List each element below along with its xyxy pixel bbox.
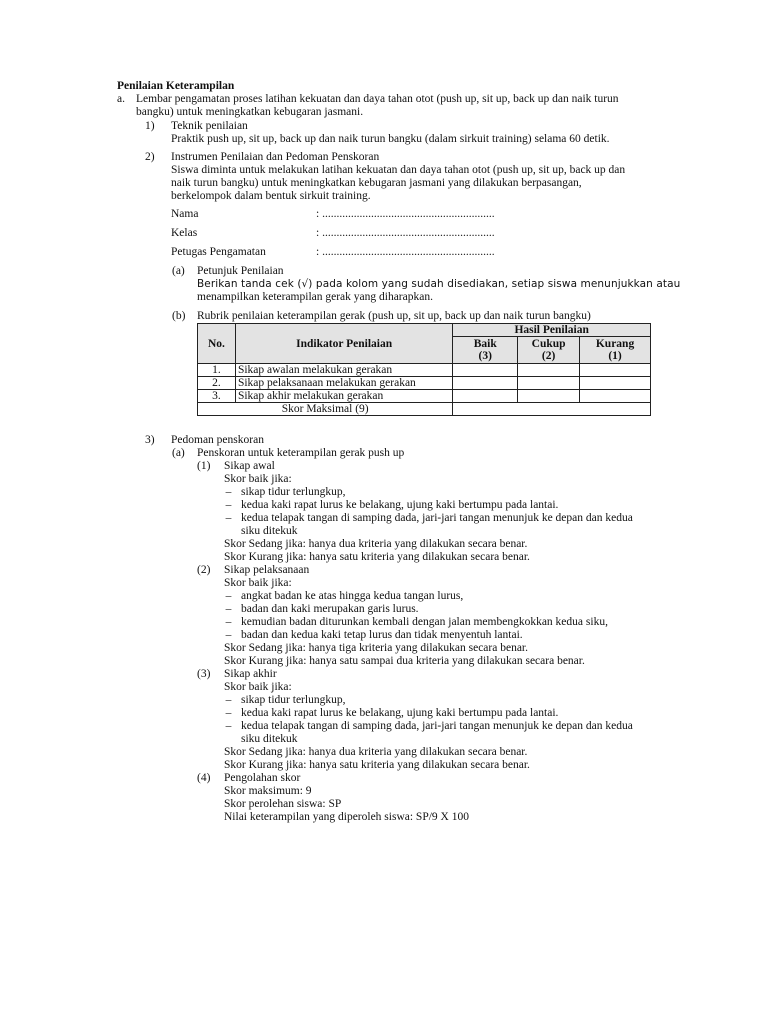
bullet-dash: – bbox=[225, 720, 232, 732]
list-item: badan dan kaki merupakan garis lurus. bbox=[241, 603, 419, 615]
check-cell-baik[interactable] bbox=[453, 390, 518, 403]
list-item: kedua kaki rapat lurus ke belakang, ujung kaki bertumpu pada lantai. bbox=[241, 707, 559, 719]
item-a-marker: a. bbox=[117, 93, 125, 105]
bullet-dash: – bbox=[225, 629, 232, 641]
subsection-b-title: Rubrik penilaian keterampilan gerak (push up, sit up, back up dan naik turun bangku) bbox=[197, 310, 591, 322]
point-1-low: Skor Kurang jika: hanya satu kriteria yang dilakukan secara benar. bbox=[224, 551, 530, 563]
bullet-dash: – bbox=[225, 707, 232, 719]
bullet-dash: – bbox=[225, 616, 232, 628]
point-2-good: Skor baik jika: bbox=[224, 577, 292, 589]
section-2-line3: berkelompok dalam bentuk sirkuit training. bbox=[171, 190, 371, 202]
field-name-label: Nama bbox=[171, 208, 199, 220]
field-class-value[interactable]: : ............................................................ bbox=[316, 227, 495, 239]
point-4-title: Pengolahan skor bbox=[224, 772, 301, 784]
check-cell-baik[interactable] bbox=[453, 364, 518, 377]
point-3-medium: Skor Sedang jika: hanya dua kriteria yang dilakukan secara benar. bbox=[224, 746, 528, 758]
bullet-dash: – bbox=[225, 486, 232, 498]
point-2-low: Skor Kurang jika: hanya satu sampai dua kriteria yang dilakukan secara benar. bbox=[224, 655, 585, 667]
point-1-title: Sikap awal bbox=[224, 460, 275, 472]
point-1-good: Skor baik jika: bbox=[224, 473, 292, 485]
list-item: sikap tidur terlungkup, bbox=[241, 694, 346, 706]
bullet-dash: – bbox=[225, 512, 232, 524]
field-observer-value[interactable]: : ............................................................ bbox=[316, 246, 495, 258]
skill-grade-formula: Nilai keterampilan yang diperoleh siswa: SP/9 X 100 bbox=[224, 811, 469, 823]
check-cell-kurang[interactable] bbox=[580, 390, 651, 403]
section-2-number: 2) bbox=[145, 151, 155, 163]
item-a-line2: bangku) untuk meningkatkan kebugaran jasmani. bbox=[136, 106, 364, 118]
row-indicator: Sikap akhir melakukan gerakan bbox=[235, 390, 452, 403]
max-score-label: Skor Maksimal (9) bbox=[198, 403, 453, 416]
section-2-title: Instrumen Penilaian dan Pedoman Penskoran bbox=[171, 151, 380, 163]
point-3-title: Sikap akhir bbox=[224, 668, 277, 680]
point-1-marker: (1) bbox=[197, 460, 211, 472]
list-item: kedua kaki rapat lurus ke belakang, ujung kaki bertumpu pada lantai. bbox=[241, 499, 559, 511]
point-4-marker: (4) bbox=[197, 772, 211, 784]
header-baik: Baik (3) bbox=[453, 337, 518, 364]
section-1-text: Praktik push up, sit up, back up dan naik turun bangku (dalam sirkuit training) selama 60 detik. bbox=[171, 133, 610, 145]
point-3-low: Skor Kurang jika: hanya satu kriteria yang dilakukan secara benar. bbox=[224, 759, 530, 771]
check-cell-kurang[interactable] bbox=[580, 364, 651, 377]
check-cell-cukup[interactable] bbox=[518, 390, 580, 403]
section-3a-title: Penskoran untuk keterampilan gerak push up bbox=[197, 447, 405, 459]
list-item: angkat badan ke atas hingga kedua tangan lurus, bbox=[241, 590, 464, 602]
header-indicator: Indikator Penilaian bbox=[235, 324, 452, 364]
section-3a-marker: (a) bbox=[172, 447, 185, 459]
student-score-text: Skor perolehan siswa: SP bbox=[224, 798, 342, 810]
table-footer-row bbox=[198, 403, 651, 416]
table-row bbox=[198, 377, 651, 390]
rubric-table bbox=[197, 323, 651, 416]
row-number: 3. bbox=[198, 390, 236, 403]
row-indicator: Sikap pelaksanaan melakukan gerakan bbox=[235, 377, 452, 390]
bullet-dash: – bbox=[225, 603, 232, 615]
bullet-dash: – bbox=[225, 499, 232, 511]
header-result-group: Hasil Penilaian bbox=[453, 324, 651, 337]
subsection-a-title: Petunjuk Penilaian bbox=[197, 265, 284, 277]
subsection-b-marker: (b) bbox=[172, 310, 186, 322]
point-2-marker: (2) bbox=[197, 564, 211, 576]
max-score-text: Skor maksimum: 9 bbox=[224, 785, 312, 797]
instruction-line1: Berikan tanda cek (√) pada kolom yang sudah disediakan, setiap siswa menunjukkan atau bbox=[197, 278, 681, 290]
document-title: Penilaian Keterampilan bbox=[117, 80, 235, 92]
table-row bbox=[198, 390, 651, 403]
field-name-value[interactable]: : ............................................................ bbox=[316, 208, 495, 220]
list-item: kemudian badan diturunkan kembali dengan jalan membengkokkan kedua siku, bbox=[241, 616, 608, 628]
row-number: 1. bbox=[198, 364, 236, 377]
check-cell-kurang[interactable] bbox=[580, 377, 651, 390]
list-item: badan dan kedua kaki tetap lurus dan tidak menyentuh lantai. bbox=[241, 629, 523, 641]
point-1-medium: Skor Sedang jika: hanya dua kriteria yang dilakukan secara benar. bbox=[224, 538, 528, 550]
section-1-title: Teknik penilaian bbox=[171, 120, 248, 132]
check-cell-baik[interactable] bbox=[453, 377, 518, 390]
list-item: sikap tidur terlungkup, bbox=[241, 486, 346, 498]
item-a-line1: Lembar pengamatan proses latihan kekuatan dan daya tahan otot (push up, sit up, back up dan naik turun bbox=[136, 93, 619, 105]
header-cukup: Cukup (2) bbox=[518, 337, 580, 364]
section-3-title: Pedoman penskoran bbox=[171, 434, 264, 446]
field-class-label: Kelas bbox=[171, 227, 198, 239]
list-item-continued: siku ditekuk bbox=[241, 525, 298, 537]
list-item-continued: siku ditekuk bbox=[241, 733, 298, 745]
header-kurang: Kurang (1) bbox=[580, 337, 651, 364]
point-2-title: Sikap pelaksanaan bbox=[224, 564, 310, 576]
bullet-dash: – bbox=[225, 590, 232, 602]
bullet-dash: – bbox=[225, 694, 232, 706]
field-observer-label: Petugas Pengamatan bbox=[171, 246, 266, 258]
list-item: kedua telapak tangan di samping dada, jari-jari tangan menunjuk ke depan dan kedua bbox=[241, 512, 633, 524]
section-2-line2: naik turun bangku) untuk meningkatkan kebugaran jasmani yang dilakukan berpasangan, bbox=[171, 177, 582, 189]
header-no: No. bbox=[198, 324, 236, 364]
point-3-marker: (3) bbox=[197, 668, 211, 680]
table-row bbox=[198, 364, 651, 377]
instruction-line2: menampilkan keterampilan gerak yang diharapkan. bbox=[197, 291, 433, 303]
subsection-a-marker: (a) bbox=[172, 265, 185, 277]
point-2-medium: Skor Sedang jika: hanya tiga kriteria yang dilakukan secara benar. bbox=[224, 642, 529, 654]
section-3-number: 3) bbox=[145, 434, 155, 446]
max-score-cell[interactable] bbox=[453, 403, 651, 416]
row-number: 2. bbox=[198, 377, 236, 390]
check-cell-cukup[interactable] bbox=[518, 377, 580, 390]
point-3-good: Skor baik jika: bbox=[224, 681, 292, 693]
list-item: kedua telapak tangan di samping dada, jari-jari tangan menunjuk ke depan dan kedua bbox=[241, 720, 633, 732]
row-indicator: Sikap awalan melakukan gerakan bbox=[235, 364, 452, 377]
section-2-line1: Siswa diminta untuk melakukan latihan kekuatan dan daya tahan otot (push up, sit up, back up dan bbox=[171, 164, 626, 176]
check-cell-cukup[interactable] bbox=[518, 364, 580, 377]
section-1-number: 1) bbox=[145, 120, 155, 132]
